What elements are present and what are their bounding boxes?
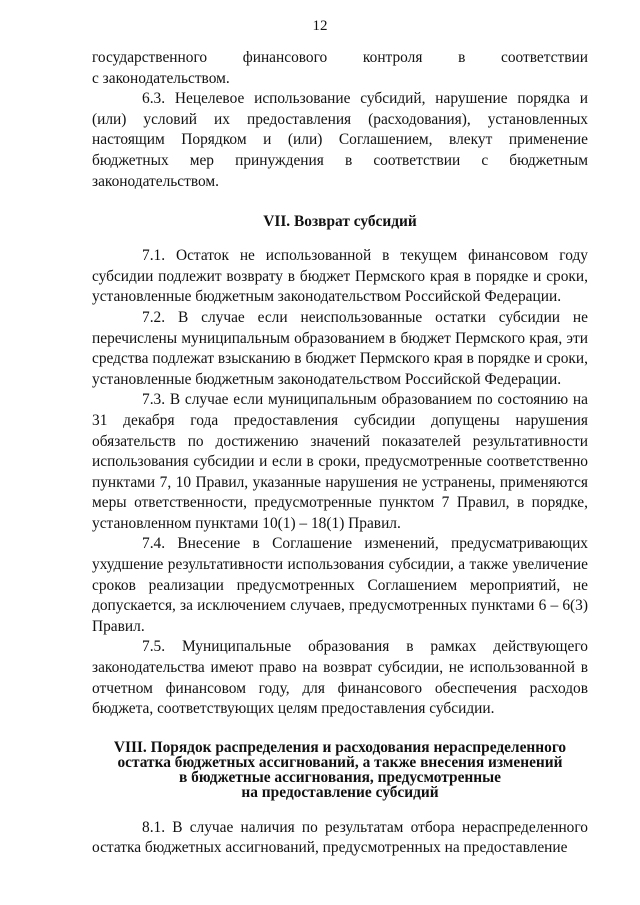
intro-first-line — [92, 48, 588, 69]
intro-word: государственного — [92, 49, 208, 66]
section-8-heading-line: в бюджетные ассигнования, предусмотренные — [179, 768, 501, 786]
page-number: 12 — [312, 18, 328, 34]
section-8-heading-line: остатка бюджетных ассигнований, а также внесения изменений — [117, 753, 563, 771]
paragraph-7-1: 7.1. Остаток не использованной в текущем финансовом году субсидии подлежит возврату в бюджет Пермского края в порядке и сроки, установленные бюджетным законодательством Российской Федерации. — [92, 247, 588, 306]
paragraph-7-2: 7.2. В случае если неиспользованные остатки субсидии не перечислены муниципальным образованием в бюджет Пермского края, эти средства подлежат взысканию в бюджет Пермского края в порядке и сроки, установленные бюджетным законодательством Российской Федерации. — [92, 308, 588, 388]
paragraph-6-3: 6.3. Нецелевое использование субсидий, нарушение порядка и (или) условий их предоставления (расходования), установленных настоящим Порядком и (или) Соглашением, влекут применение бюджетных мер принуждения в соответствии с бюджетным законодательством. — [92, 90, 588, 190]
paragraph-7-4: 7.4. Внесение в Соглашение изменений, предусматривающих ухудшение результативности использования субсидии, а также увеличение сроков реализации предусмотренных Соглашением мероприятий, не допускается, за исключением случаев, предусмотренных пунктами 6 – 6(3) Правил. — [92, 535, 588, 635]
intro-word: в — [458, 49, 466, 66]
section-7-heading: VII. Возврат субсидий — [263, 213, 417, 231]
intro-word: финансового — [242, 49, 328, 66]
paragraph-7-5: 7.5. Муниципальные образования в рамках действующего законодательства имеют право на возврат субсидии, не использованной в отчетном финансовом году, для финансового обеспечения расходов бюджета, соответствующих целям предоставления субсидии. — [92, 638, 588, 718]
document-body — [92, 48, 588, 859]
intro-continuation: с законодательством. — [92, 69, 230, 87]
intro-word: соответствии — [501, 49, 588, 66]
intro-word: контроля — [362, 49, 423, 66]
paragraph-7-3: 7.3. В случае если муниципальным образованием по состоянию на 31 декабря года предоставления субсидии допущены нарушения обязательств по достижению значений показателей результативности использования субсидии и если в сроки, предусмотренные соответственно пунктами 7, 10 Правил, указанные нарушения не устранены, применяются меры ответственности, предусмотренные пунктом 7 Правил, в порядке, установленном пунктами 10(1) – 18(1) Правил. — [92, 391, 588, 532]
section-8-heading-line: на предоставление субсидий — [241, 783, 439, 801]
paragraph-8-1: 8.1. В случае наличия по результатам отбора нераспределенного остатка бюджетных ассигнований, предусмотренных на предоставление — [92, 818, 588, 857]
section-8-heading-line: VIII. Порядок распределения и расходования нераспределенного — [113, 738, 567, 756]
section-8-heading — [92, 740, 588, 800]
